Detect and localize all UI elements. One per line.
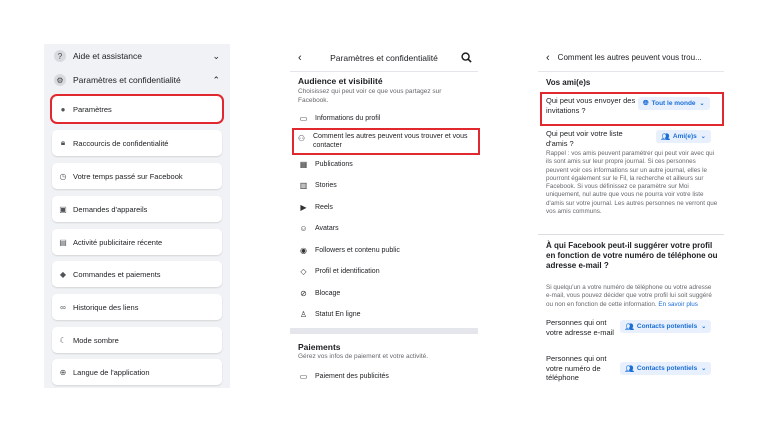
item-label: Publications [315,161,353,168]
item-label: Followers et contenu public [315,247,400,254]
suggest-section-title: À qui Facebook peut-il suggérer votre profil en fonction de votre numéro de téléphone ou adresse e-mail ? [546,241,718,270]
settings-card[interactable] [52,96,222,122]
profile-info-item[interactable] [298,113,474,124]
phone-question: Personnes qui ont votre numéro de téléphone [546,354,607,382]
help-support-label: Aide et assistance [73,51,142,61]
item-label: Profil et identification [315,268,380,275]
card-label: Commandes et paiements [73,269,161,279]
avatar-icon: ☺ [299,224,308,233]
item-label: Statut En ligne [315,311,361,318]
help-support-row[interactable] [44,44,230,68]
item-label: Comment les autres peuvent vous trouver et vous contacter [313,133,468,149]
link-icon: ∞ [60,302,66,312]
menu-panel [44,44,230,388]
item-label: Informations du profil [315,115,381,122]
reels-item[interactable] [298,202,474,213]
devices-icon: ▣ [59,204,67,214]
profile-tagging-item[interactable] [298,266,474,277]
suggest-note-text: Si quelqu'un a votre numéro de téléphone ou votre adresse e-mail, vous pouvez décider que votre profil lui soit suggéré ou non en fonction de cette information. [546,284,712,308]
friend-request-question: Qui peut vous envoyer des invitations ? [546,96,636,115]
clock-icon: ◷ [59,171,67,181]
globe-icon: 🌐︎ [643,99,649,107]
followers-item[interactable] [298,245,474,256]
contacts-icon: 👥︎ [625,323,634,331]
card-label: Raccourcis de confidentialité [73,138,169,148]
dropdown-value: Tout le monde [651,100,696,107]
section-divider [290,328,478,334]
friends-icon: 👥︎ [661,133,670,141]
block-icon: ⊘ [300,289,307,298]
dropdown-value: Contacts potentiels [636,323,698,330]
card-label: Paramètres [73,104,112,114]
item-label: Stories [315,182,337,189]
section-description: Choisissez qui peut voir ce que vous partagez sur Facebook. [298,88,442,104]
friend-list-question: Qui peut voir votre liste d'amis ? [546,129,623,148]
page-title: Comment les autres peuvent vous trou... [557,53,702,62]
find-contact-item[interactable] [294,130,478,153]
contacts-icon: 👥︎ [625,365,634,373]
reels-icon: ▶ [300,203,307,212]
chevron-down-icon: ⌄ [212,50,220,61]
email-dropdown[interactable] [620,320,711,333]
time-on-facebook-card[interactable] [52,163,222,189]
search-icon[interactable] [461,52,472,65]
question-icon: ? [54,50,66,62]
card-label: Demandes d'appareils [73,204,148,214]
dropdown-value: Ami(e)s [672,133,697,140]
panel-header [290,44,478,72]
email-question: Personnes qui ont votre adresse e-mail [546,318,614,337]
online-status-item[interactable] [298,309,474,320]
back-arrow-icon[interactable]: ‹ [546,51,550,64]
item-label: Avatars [315,225,339,232]
section-title: Audience et visibilité [298,76,383,86]
section-title: Vos ami(e)s [546,78,591,87]
link-history-card[interactable] [52,294,222,320]
find-contact-panel [538,44,724,388]
panel-header [538,44,724,72]
friends-note: Rappel : vos amis peuvent paramétrer qui peut voir avec qui ils sont amis sur leur propre journal. Si ces personnes peuvent voir ces informations sur un autre journal, elles le pourront également sur le Fil, la recherche et ailleurs sur Facebook. Si vous définissez ce paramètre sur Moi uniquement, nul autre que vous ne pourra voir votre liste d'amis sur votre journal. Les autres personnes ne verront que vos amis communs. [546,150,718,216]
stories-icon: ▥ [299,181,308,190]
phone-dropdown[interactable] [620,362,711,375]
item-label: Reels [315,204,333,211]
tag-icon: ◆ [59,269,67,279]
gear-icon: ⚙ [54,74,66,86]
card-label: Mode sombre [73,335,119,345]
user-circle-icon: ● [60,104,66,114]
card-label: Historique des liens [73,302,139,312]
followers-icon: ◉ [300,246,307,255]
posts-icon: ▦ [299,160,308,169]
ad-payments-item[interactable] [298,371,474,382]
friend-list-dropdown[interactable] [656,130,711,143]
chevron-down-icon: ⌄ [701,366,707,372]
section-divider [538,234,724,235]
card-label: Langue de l'application [73,367,150,377]
profile-info-icon: ▭ [299,114,308,123]
dark-mode-card[interactable] [52,327,222,353]
chevron-up-icon: ⌃ [212,74,220,85]
tag-icon: ◇ [300,267,307,276]
learn-more-link[interactable]: En savoir plus [658,300,698,308]
suggest-note [546,284,718,309]
settings-privacy-panel [290,44,478,388]
ad-activity-icon: ▤ [59,237,67,247]
avatars-item[interactable] [298,223,474,234]
device-requests-card[interactable] [52,196,222,222]
moon-icon: ☾ [59,335,67,345]
dropdown-value: Contacts potentiels [636,365,698,372]
section-title: Paiements [298,342,341,352]
settings-privacy-row[interactable] [44,68,230,92]
stories-item[interactable] [298,180,474,191]
card-label: Votre temps passé sur Facebook [73,171,183,181]
friend-request-dropdown[interactable] [638,97,710,110]
posts-item[interactable] [298,159,474,170]
orders-payments-card[interactable] [52,261,222,287]
privacy-shortcuts-card[interactable] [52,130,222,156]
page-title: Paramètres et confidentialité [330,52,438,63]
back-arrow-icon[interactable]: ‹ [298,51,302,64]
item-label: Blocage [315,290,341,297]
chevron-down-icon: ⌄ [700,134,706,140]
app-language-card[interactable] [52,359,222,385]
people-icon: ⚇ [297,134,306,143]
settings-privacy-label: Paramètres et confidentialité [73,75,181,85]
lock-icon: 🔒︎ [60,138,66,147]
section-description: Gérez vos infos de paiement et votre activité. [298,353,429,360]
ad-activity-card[interactable] [52,229,222,255]
item-label: Paiement des publicités [315,373,389,380]
card-label: Activité publicitaire récente [73,237,163,247]
online-status-icon: ♙ [299,310,308,319]
chevron-down-icon: ⌄ [699,101,705,107]
blocking-item[interactable] [298,288,474,299]
payment-icon: ▭ [299,372,308,381]
chevron-down-icon: ⌄ [701,324,707,330]
globe-icon: ⊕ [59,367,67,377]
